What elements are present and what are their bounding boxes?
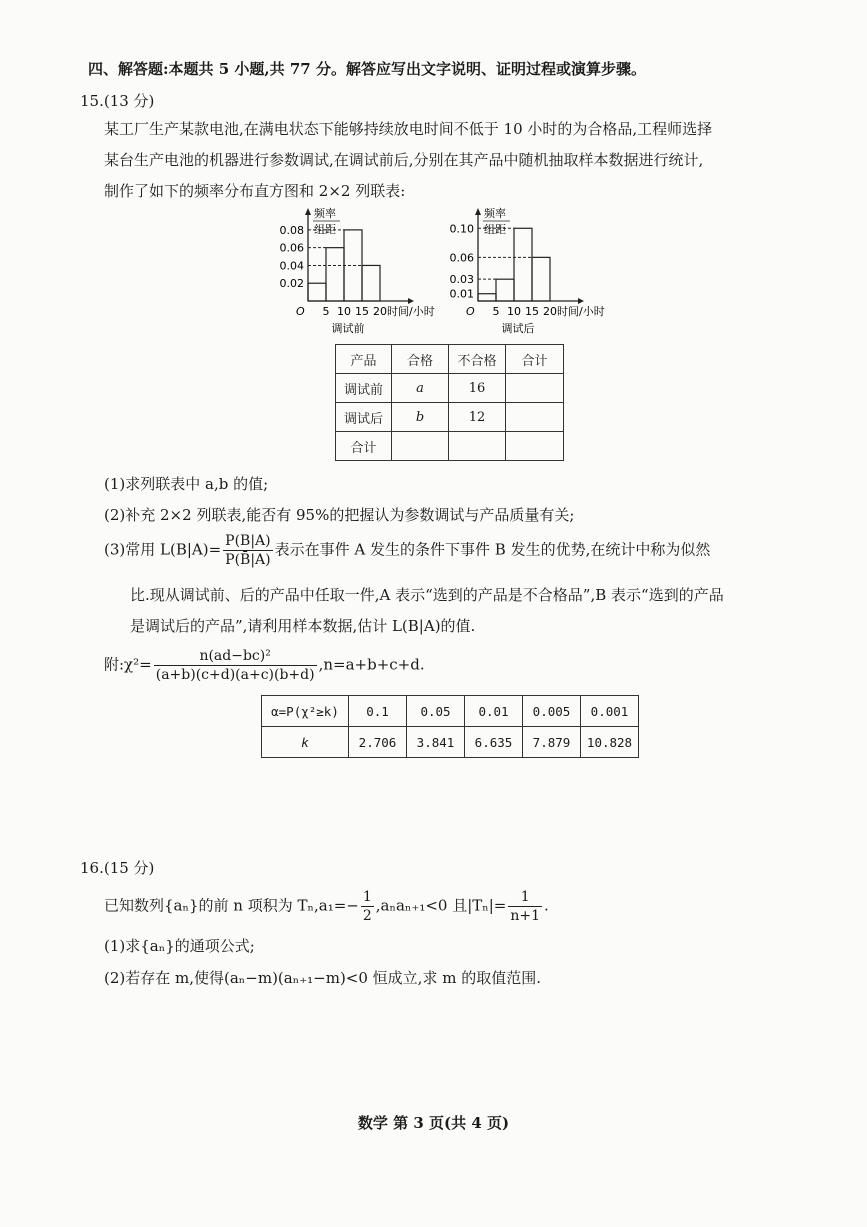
y-tick-label: 0.01 xyxy=(449,287,474,301)
table-cell: 16 xyxy=(449,374,506,403)
table-cell: b xyxy=(392,403,449,432)
y-axis-arrow xyxy=(475,208,481,215)
q15-part-1: (1)求列联表中 a,b 的值; xyxy=(104,475,269,493)
y-tick-label: 0.04 xyxy=(279,259,304,273)
y-tick-label: 0.08 xyxy=(279,223,304,237)
histograms xyxy=(270,205,630,340)
fraction-abs-tn xyxy=(508,888,542,925)
origin-label: O xyxy=(296,305,305,318)
y-tick-label: 0.06 xyxy=(449,251,474,265)
fraction-denominator: P(B̄|A) xyxy=(225,552,271,568)
table-cell: k xyxy=(262,727,349,758)
histogram-after xyxy=(450,206,605,335)
page-footer: 数学 第 3 页(共 4 页) xyxy=(357,1114,510,1132)
table-cell: α=P(χ²≥k) xyxy=(262,696,349,727)
x-tick-label: 15 xyxy=(525,305,539,318)
fraction-numerator: 1 xyxy=(508,888,542,907)
table-cell: 10.828 xyxy=(581,727,639,758)
appendix-suffix: ,n=a+b+c+d. xyxy=(318,655,425,674)
table-cell: 0.1 xyxy=(349,696,407,727)
histogram-title: 调试后 xyxy=(501,322,535,335)
y-tick-label: 0.10 xyxy=(449,222,474,236)
q15-part-3-prefix: (3)常用 L(B|A)= xyxy=(104,540,222,559)
table-cell: 0.005 xyxy=(523,696,581,727)
histogram-bar xyxy=(478,294,496,301)
fraction-half xyxy=(361,888,374,925)
contingency-header-row xyxy=(336,345,564,374)
table-cell: 2.706 xyxy=(349,727,407,758)
fraction-denominator: 2 xyxy=(362,908,372,924)
y-tick-label: 0.02 xyxy=(279,277,304,291)
table-cell xyxy=(506,403,564,432)
table-cell: 调试后 xyxy=(336,403,392,432)
table-cell: 3.841 xyxy=(407,727,465,758)
q16-stem-prefix: 已知数列{aₙ}的前 n 项积为 Tₙ,a₁=− xyxy=(104,896,359,915)
histogram-title: 调试前 xyxy=(331,322,365,335)
header-cell: 产品 xyxy=(336,345,392,374)
appendix-formula xyxy=(104,647,425,684)
histogram-bar xyxy=(326,248,344,301)
table-row xyxy=(262,696,639,727)
y-tick-label: 0.03 xyxy=(449,273,474,287)
appendix-prefix: 附:χ²= xyxy=(104,655,152,674)
table-cell: 7.879 xyxy=(523,727,581,758)
table-cell: 0.01 xyxy=(465,696,523,727)
histogram-bar xyxy=(308,283,326,301)
question-16-label: 16.(15 分) xyxy=(80,859,155,877)
q16-part-2: (2)若存在 m,使得(aₙ−m)(aₙ₊₁−m)<0 恒成立,求 m 的取值范围. xyxy=(104,969,541,987)
table-row xyxy=(336,403,564,432)
fraction-numerator: P(B|A) xyxy=(225,533,271,549)
q15-part-3-line-2: 比.现从调试前、后的产品中任取一件,A 表示“选到的产品是不合格品”,B 表示“选到的产品 xyxy=(130,586,724,604)
table-cell: 合计 xyxy=(336,432,392,461)
contingency-table xyxy=(335,344,564,461)
critical-value-table xyxy=(261,695,639,758)
table-row xyxy=(336,374,564,403)
likelihood-fraction xyxy=(223,532,272,569)
x-tick-label: 20 xyxy=(373,305,387,318)
x-tick-label: 5 xyxy=(492,305,500,318)
origin-label: O xyxy=(466,305,475,318)
y-axis-label-top: 频率 xyxy=(484,207,506,220)
table-cell xyxy=(392,432,449,461)
y-axis-label-bottom: 组距 xyxy=(314,223,336,236)
q15-intro-line-1: 某工厂生产某款电池,在满电状态下能够持续放电时间不低于 10 小时的为合格品,工程师选择 xyxy=(104,120,713,138)
q15-intro-line-2: 某台生产电池的机器进行参数调试,在调试前后,分别在其产品中随机抽取样本数据进行统计, xyxy=(104,151,704,169)
header-cell: 合计 xyxy=(506,345,564,374)
q15-part-3-line-3: 是调试后的产品”,请利用样本数据,估计 L(B|A)的值. xyxy=(130,617,476,635)
q15-part-3-suffix: 表示在事件 A 发生的条件下事件 B 发生的优势,在统计中称为似然 xyxy=(274,540,711,559)
x-axis-unit: 时间/小时 xyxy=(557,305,605,318)
histogram-bar xyxy=(514,228,532,301)
y-axis-label-top: 频率 xyxy=(314,207,336,220)
x-tick-label: 5 xyxy=(322,305,330,318)
y-tick-label: 0.06 xyxy=(279,241,304,255)
table-cell: 调试前 xyxy=(336,374,392,403)
x-tick-label: 10 xyxy=(507,305,521,318)
question-15-label: 15.(13 分) xyxy=(80,92,155,110)
x-tick-label: 15 xyxy=(355,305,369,318)
fraction-denominator: (a+b)(c+d)(a+c)(b+d) xyxy=(155,667,315,683)
x-tick-label: 10 xyxy=(337,305,351,318)
table-cell: 6.635 xyxy=(465,727,523,758)
chi-square-fraction xyxy=(154,647,317,684)
table-cell xyxy=(506,374,564,403)
q16-stem-mid: ,aₙaₙ₊₁<0 且|Tₙ|= xyxy=(375,896,507,915)
x-axis-arrow xyxy=(408,298,414,304)
histogram-bar xyxy=(362,265,380,301)
table-cell: 0.001 xyxy=(581,696,639,727)
header-cell: 合格 xyxy=(392,345,449,374)
q15-part-2: (2)补充 2×2 列联表,能否有 95%的把握认为参数调试与产品质量有关; xyxy=(104,506,575,524)
histogram-bar xyxy=(496,279,514,301)
fraction-denominator: n+1 xyxy=(510,908,541,924)
histogram-bar xyxy=(532,257,550,301)
header-cell: 不合格 xyxy=(449,345,506,374)
table-row xyxy=(336,432,564,461)
q16-stem xyxy=(104,888,549,925)
table-cell xyxy=(449,432,506,461)
table-cell: a xyxy=(392,374,449,403)
fraction-numerator: n(ad−bc)² xyxy=(154,647,317,666)
q15-part-3 xyxy=(104,532,710,569)
x-axis-arrow xyxy=(578,298,584,304)
histogram-before xyxy=(280,206,435,335)
y-axis-arrow xyxy=(305,208,311,215)
q16-part-1: (1)求{aₙ}的通项公式; xyxy=(104,937,255,955)
y-axis-label-bottom: 组距 xyxy=(484,223,506,236)
table-cell xyxy=(506,432,564,461)
x-tick-label: 20 xyxy=(543,305,557,318)
q15-intro-line-3: 制作了如下的频率分布直方图和 2×2 列联表: xyxy=(104,182,406,200)
section-header: 四、解答题:本题共 5 小题,共 77 分。解答应写出文字说明、证明过程或演算步骤。 xyxy=(88,60,646,78)
table-cell: 0.05 xyxy=(407,696,465,727)
fraction-numerator: 1 xyxy=(362,889,372,905)
q16-stem-suffix: . xyxy=(544,896,549,915)
table-cell: 12 xyxy=(449,403,506,432)
table-row xyxy=(262,727,639,758)
x-axis-unit: 时间/小时 xyxy=(387,305,435,318)
